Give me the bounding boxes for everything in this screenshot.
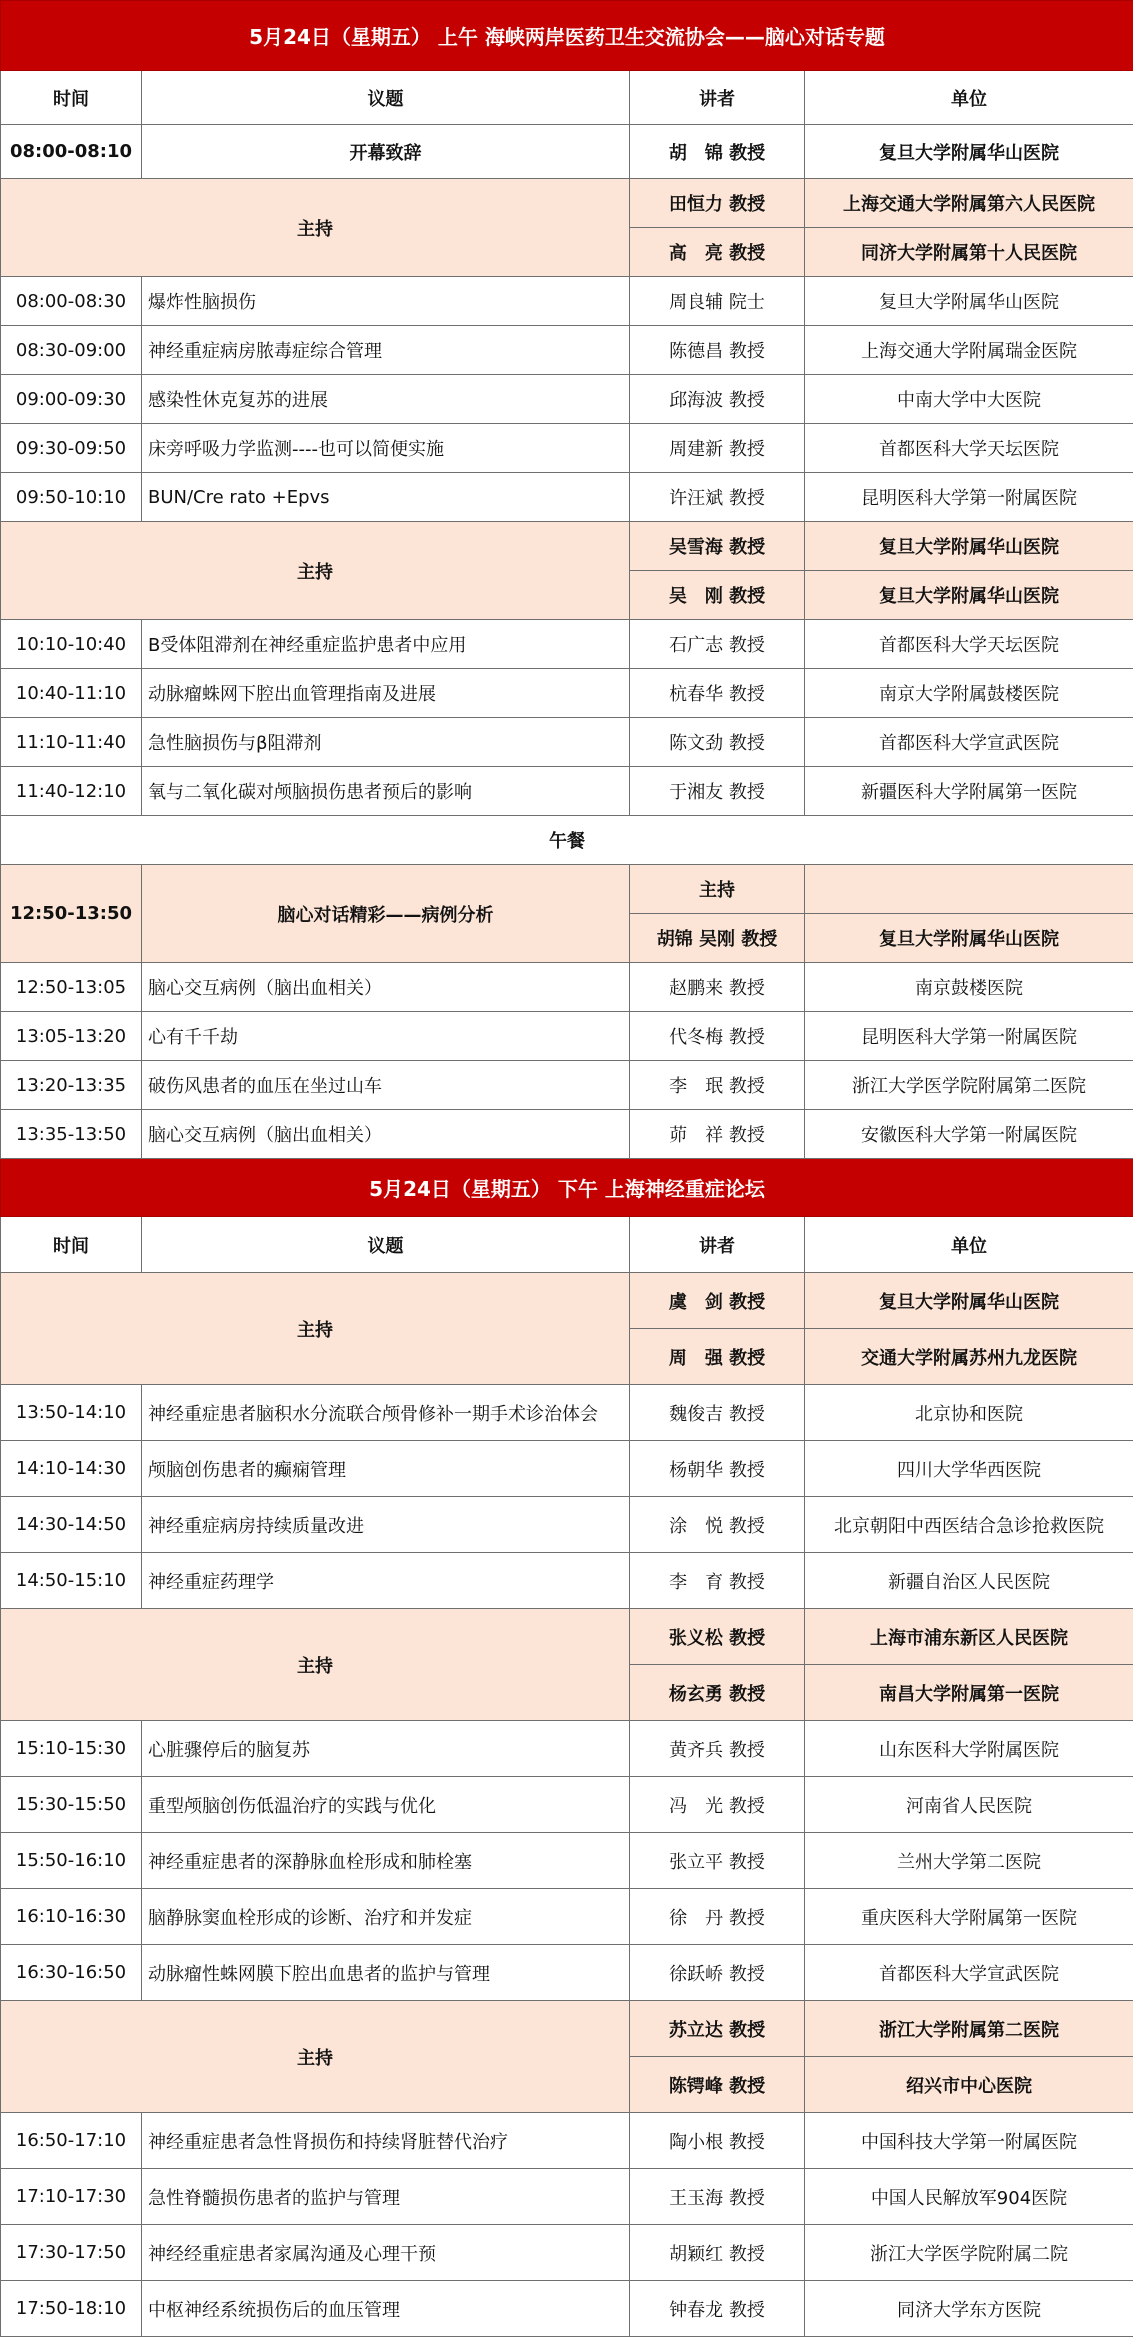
column-header-speaker: 讲者 (630, 1217, 805, 1273)
session-unit: 浙江大学医学院附属第二医院 (805, 1061, 1133, 1110)
table-row (1, 1061, 1133, 1110)
chair-speaker: 吴雪海 教授 (630, 522, 805, 571)
session-unit: 昆明医科大学第一附属医院 (805, 473, 1133, 522)
session-time: 09:30-09:50 (1, 424, 142, 473)
chair-label: 主持 (630, 865, 805, 914)
session-unit: 北京朝阳中西医结合急诊抢救医院 (805, 1497, 1133, 1553)
session-speaker: 赵鹏来 教授 (630, 963, 805, 1012)
table-row (1, 326, 1133, 375)
session-unit: 新疆自治区人民医院 (805, 1553, 1133, 1609)
session-unit: 南京大学附属鼓楼医院 (805, 669, 1133, 718)
column-header-topic: 议题 (142, 71, 630, 125)
chair-unit: 复旦大学附属华山医院 (805, 522, 1133, 571)
session-topic: 动脉瘤蛛网下腔出血管理指南及进展 (142, 669, 630, 718)
chair-speaker: 胡锦 吴刚 教授 (630, 914, 805, 963)
session-speaker: 茆 祥 教授 (630, 1110, 805, 1159)
table-row (1, 767, 1133, 816)
chair-unit: 复旦大学附属华山医院 (805, 571, 1133, 620)
session-topic: 重型颅脑创伤低温治疗的实践与优化 (142, 1777, 630, 1833)
session-topic: 脑心交互病例（脑出血相关） (142, 963, 630, 1012)
session-topic: 心脏骤停后的脑复苏 (142, 1721, 630, 1777)
session-topic: 急性脑损伤与β阻滞剂 (142, 718, 630, 767)
chair-row (1, 522, 1133, 571)
chair-speaker: 杨玄勇 教授 (630, 1665, 805, 1721)
session-time: 11:10-11:40 (1, 718, 142, 767)
session-speaker: 胡 锦 教授 (630, 125, 805, 179)
section-banner (1, 1159, 1133, 1217)
chair-speaker: 吴 刚 教授 (630, 571, 805, 620)
table-row (1, 2169, 1133, 2225)
chair-unit: 复旦大学附属华山医院 (805, 914, 1133, 963)
session-topic: 脑心交互病例（脑出血相关） (142, 1110, 630, 1159)
chair-unit: 绍兴市中心医院 (805, 2057, 1133, 2113)
session-topic: 中枢神经系统损伤后的血压管理 (142, 2281, 630, 2337)
session-topic: 氧与二氧化碳对颅脑损伤患者预后的影响 (142, 767, 630, 816)
session-speaker: 王玉海 教授 (630, 2169, 805, 2225)
session-speaker: 魏俊吉 教授 (630, 1385, 805, 1441)
table-row (1, 277, 1133, 326)
chair-label: 主持 (1, 522, 630, 620)
table-row (1, 1553, 1133, 1609)
session-unit: 中国科技大学第一附属医院 (805, 2113, 1133, 2169)
chair-label: 主持 (1, 2001, 630, 2113)
table-row (1, 1721, 1133, 1777)
session-unit: 重庆医科大学附属第一医院 (805, 1889, 1133, 1945)
table-row (1, 1012, 1133, 1061)
table-row (1, 2113, 1133, 2169)
session-topic: 神经重症病房脓毒症综合管理 (142, 326, 630, 375)
session-unit: 安徽医科大学第一附属医院 (805, 1110, 1133, 1159)
session-topic: 神经重症患者脑积水分流联合颅骨修补一期手术诊治体会 (142, 1385, 630, 1441)
session-time: 15:30-15:50 (1, 1777, 142, 1833)
session-topic: 神经重症病房持续质量改进 (142, 1497, 630, 1553)
session-topic: 神经重症药理学 (142, 1553, 630, 1609)
column-header-row (1, 71, 1133, 125)
session-unit: 河南省人民医院 (805, 1777, 1133, 1833)
session-topic: 开幕致辞 (142, 125, 630, 179)
table-row (1, 620, 1133, 669)
table-row (1, 424, 1133, 473)
session-time: 09:00-09:30 (1, 375, 142, 424)
session-speaker: 徐跃峤 教授 (630, 1945, 805, 2001)
session-topic: 脑心对话精彩——病例分析 (142, 865, 630, 963)
session-speaker: 陶小根 教授 (630, 2113, 805, 2169)
chair-speaker: 苏立达 教授 (630, 2001, 805, 2057)
chair-unit: 同济大学附属第十人民医院 (805, 228, 1133, 277)
table-row (1, 375, 1133, 424)
table-row (1, 2281, 1133, 2337)
session-unit: 首都医科大学天坛医院 (805, 620, 1133, 669)
session-unit: 中南大学中大医院 (805, 375, 1133, 424)
session-speaker: 代冬梅 教授 (630, 1012, 805, 1061)
chair-speaker: 周 强 教授 (630, 1329, 805, 1385)
session-speaker: 许汪斌 教授 (630, 473, 805, 522)
chair-unit: 交通大学附属苏州九龙医院 (805, 1329, 1133, 1385)
chair-row (1, 179, 1133, 228)
session-speaker: 张立平 教授 (630, 1833, 805, 1889)
chair-label: 主持 (1, 1273, 630, 1385)
session-speaker: 涂 悦 教授 (630, 1497, 805, 1553)
session-time: 17:10-17:30 (1, 2169, 142, 2225)
session-time: 14:50-15:10 (1, 1553, 142, 1609)
session-topic: 破伤风患者的血压在坐过山车 (142, 1061, 630, 1110)
column-header-time: 时间 (1, 1217, 142, 1273)
chair-row (1, 1609, 1133, 1665)
session-speaker: 杭春华 教授 (630, 669, 805, 718)
lunch-row (1, 816, 1133, 865)
session-speaker: 李 珉 教授 (630, 1061, 805, 1110)
chair-speaker: 陈锷峰 教授 (630, 2057, 805, 2113)
table-row (1, 2225, 1133, 2281)
session-speaker: 邱海波 教授 (630, 375, 805, 424)
session-unit: 南京鼓楼医院 (805, 963, 1133, 1012)
session-unit: 首都医科大学宣武医院 (805, 1945, 1133, 2001)
session-speaker: 周良辅 院士 (630, 277, 805, 326)
session-time: 08:00-08:10 (1, 125, 142, 179)
session-time: 10:10-10:40 (1, 620, 142, 669)
session-unit: 山东医科大学附属医院 (805, 1721, 1133, 1777)
session-topic: 神经重症患者的深静脉血栓形成和肺栓塞 (142, 1833, 630, 1889)
session-speaker: 于湘友 教授 (630, 767, 805, 816)
section-title: 5月24日（星期五） 下午 上海神经重症论坛 (1, 1159, 1133, 1217)
session-time: 16:30-16:50 (1, 1945, 142, 2001)
column-header-topic: 议题 (142, 1217, 630, 1273)
chair-label: 主持 (1, 1609, 630, 1721)
session-topic: B受体阻滞剂在神经重症监护患者中应用 (142, 620, 630, 669)
session-time: 08:00-08:30 (1, 277, 142, 326)
session-speaker: 杨朝华 教授 (630, 1441, 805, 1497)
chair-speaker: 张义松 教授 (630, 1609, 805, 1665)
session-time: 14:10-14:30 (1, 1441, 142, 1497)
chair-unit: 复旦大学附属华山医院 (805, 1273, 1133, 1329)
session-time: 09:50-10:10 (1, 473, 142, 522)
session-time: 13:05-13:20 (1, 1012, 142, 1061)
table-row (1, 1833, 1133, 1889)
session-speaker: 周建新 教授 (630, 424, 805, 473)
chair-speaker: 虞 剑 教授 (630, 1273, 805, 1329)
session-speaker: 石广志 教授 (630, 620, 805, 669)
session-speaker: 陈德昌 教授 (630, 326, 805, 375)
table-row (1, 669, 1133, 718)
session-topic: 床旁呼吸力学监测----也可以简便实施 (142, 424, 630, 473)
session-time: 15:50-16:10 (1, 1833, 142, 1889)
session-unit: 四川大学华西医院 (805, 1441, 1133, 1497)
column-header-time: 时间 (1, 71, 142, 125)
chair-row (1, 1273, 1133, 1329)
lunch-label: 午餐 (1, 816, 1133, 865)
session-topic: BUN/Cre rato +Epvs (142, 473, 630, 522)
session-unit: 首都医科大学天坛医院 (805, 424, 1133, 473)
chair-unit: 上海交通大学附属第六人民医院 (805, 179, 1133, 228)
session-unit: 新疆医科大学附属第一医院 (805, 767, 1133, 816)
session-unit: 上海交通大学附属瑞金医院 (805, 326, 1133, 375)
session-topic: 感染性休克复苏的进展 (142, 375, 630, 424)
chair-unit-empty (805, 865, 1133, 914)
column-header-unit: 单位 (805, 71, 1133, 125)
column-header-speaker: 讲者 (630, 71, 805, 125)
session-topic: 急性脊髓损伤患者的监护与管理 (142, 2169, 630, 2225)
session-time: 11:40-12:10 (1, 767, 142, 816)
session-unit: 复旦大学附属华山医院 (805, 125, 1133, 179)
session-topic: 脑静脉窦血栓形成的诊断、治疗和并发症 (142, 1889, 630, 1945)
column-header-row (1, 1217, 1133, 1273)
session-time: 16:50-17:10 (1, 2113, 142, 2169)
chair-unit: 南昌大学附属第一医院 (805, 1665, 1133, 1721)
table-row (1, 963, 1133, 1012)
session-unit: 北京协和医院 (805, 1385, 1133, 1441)
session-speaker: 黄齐兵 教授 (630, 1721, 805, 1777)
session-time: 12:50-13:50 (1, 865, 142, 963)
chair-label: 主持 (1, 179, 630, 277)
session-unit: 中国人民解放军904医院 (805, 2169, 1133, 2225)
session-time: 08:30-09:00 (1, 326, 142, 375)
session-topic: 颅脑创伤患者的癫痫管理 (142, 1441, 630, 1497)
chair-speaker: 田恒力 教授 (630, 179, 805, 228)
session-unit: 首都医科大学宣武医院 (805, 718, 1133, 767)
session-speaker: 冯 光 教授 (630, 1777, 805, 1833)
session-topic: 神经重症患者急性肾损伤和持续肾脏替代治疗 (142, 2113, 630, 2169)
session-unit: 兰州大学第二医院 (805, 1833, 1133, 1889)
session-speaker: 钟春龙 教授 (630, 2281, 805, 2337)
chair-unit: 上海市浦东新区人民医院 (805, 1609, 1133, 1665)
session-speaker: 徐 丹 教授 (630, 1889, 805, 1945)
table-row (1, 1441, 1133, 1497)
session-unit: 浙江大学医学院附属二院 (805, 2225, 1133, 2281)
table-row (1, 1497, 1133, 1553)
table-row (1, 1945, 1133, 2001)
session-time: 12:50-13:05 (1, 963, 142, 1012)
section-title: 5月24日（星期五） 上午 海峡两岸医药卫生交流协会——脑心对话专题 (1, 1, 1133, 71)
session-speaker: 陈文劲 教授 (630, 718, 805, 767)
session-speaker: 李 育 教授 (630, 1553, 805, 1609)
session-unit: 同济大学东方医院 (805, 2281, 1133, 2337)
chair-unit: 浙江大学附属第二医院 (805, 2001, 1133, 2057)
session-topic: 爆炸性脑损伤 (142, 277, 630, 326)
table-row (1, 1385, 1133, 1441)
session-time: 17:30-17:50 (1, 2225, 142, 2281)
session-time: 15:10-15:30 (1, 1721, 142, 1777)
session-time: 13:50-14:10 (1, 1385, 142, 1441)
section-banner (1, 1, 1133, 71)
table-row (1, 1777, 1133, 1833)
case-row (1, 865, 1133, 914)
session-time: 13:20-13:35 (1, 1061, 142, 1110)
session-unit: 昆明医科大学第一附属医院 (805, 1012, 1133, 1061)
session-speaker: 胡颖红 教授 (630, 2225, 805, 2281)
table-row (1, 1110, 1133, 1159)
chair-speaker: 高 亮 教授 (630, 228, 805, 277)
chair-row (1, 2001, 1133, 2057)
session-time: 17:50-18:10 (1, 2281, 142, 2337)
session-topic: 动脉瘤性蛛网膜下腔出血患者的监护与管理 (142, 1945, 630, 2001)
column-header-unit: 单位 (805, 1217, 1133, 1273)
session-topic: 心有千千劫 (142, 1012, 630, 1061)
table-row (1, 718, 1133, 767)
session-unit: 复旦大学附属华山医院 (805, 277, 1133, 326)
opening-row (1, 125, 1133, 179)
session-topic: 神经经重症患者家属沟通及心理干预 (142, 2225, 630, 2281)
session-time: 13:35-13:50 (1, 1110, 142, 1159)
table-row (1, 1889, 1133, 1945)
session-time: 14:30-14:50 (1, 1497, 142, 1553)
table-row (1, 473, 1133, 522)
session-time: 10:40-11:10 (1, 669, 142, 718)
session-time: 16:10-16:30 (1, 1889, 142, 1945)
